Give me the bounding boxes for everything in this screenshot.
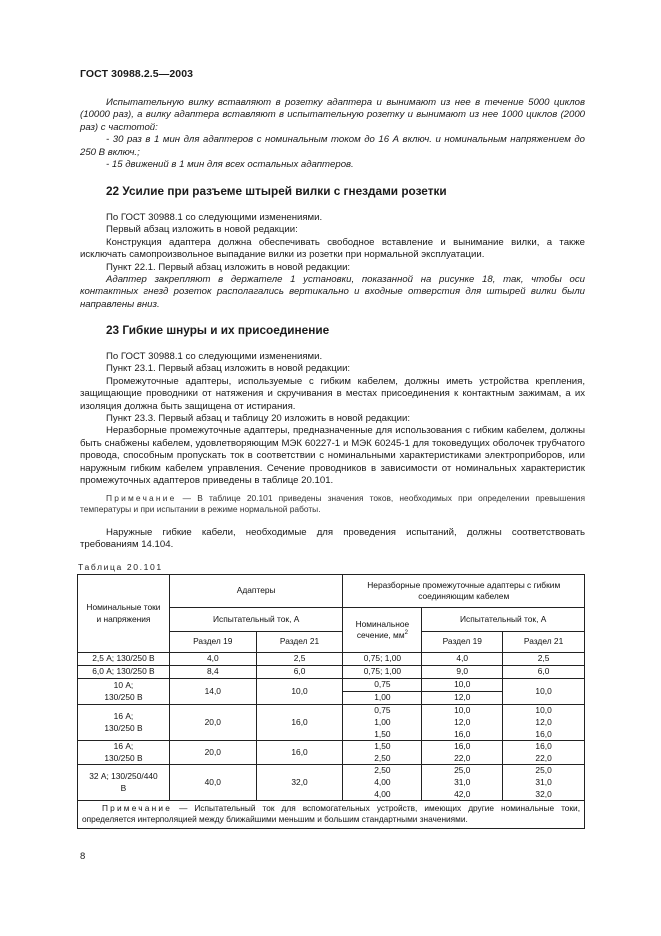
table-row: 1,50 16,0 16,0 <box>78 729 585 741</box>
header-clause-21: Раздел 21 <box>256 632 343 653</box>
header-clause-21: Раздел 21 <box>503 632 585 653</box>
header-clause-19: Раздел 19 <box>422 632 503 653</box>
table-row: 32 А; 130/250/440 В 40,0 32,0 2,50 25,0 25,0 <box>78 765 585 777</box>
header-test-current: Испытательный ток, А <box>169 608 343 632</box>
paragraph: По ГОСТ 30988.1 со следующими изменениями. <box>106 212 323 223</box>
table-row: 2,5 А; 130/250 В 4,0 2,5 0,75; 1,00 4,0 2,5 <box>78 653 585 666</box>
table-row: 4,00 42,0 32,0 <box>78 789 585 801</box>
header-adapters: Адаптеры <box>169 575 343 608</box>
section-23-title: 23 Гибкие шнуры и их присоединение <box>106 323 330 337</box>
table-row: 1,00 12,0 <box>78 692 585 705</box>
data-table <box>77 574 585 829</box>
paragraph: Конструкция адаптера должна обеспечивать свободное вставление и вынимание вилки, а также исключать самопроизвольное выпадание вилки из розетки при нормальной эксплуатации. <box>80 236 585 261</box>
paragraph: Пункт 23.1. Первый абзац изложить в новой редакции: <box>106 363 351 375</box>
paragraph: Пункт 22.1. Первый абзац изложить в новой редакции: <box>106 261 351 273</box>
table-caption: Таблица 20.101 <box>78 562 163 572</box>
section-22-title: 22 Усилие при разъеме штырей вилки с гнездами розетки <box>106 184 447 198</box>
table-row: 16 А; 130/250 В 20,0 16,0 0,75 10,0 10,0 <box>78 705 585 717</box>
table-row: 10 А; 130/250 В 14,0 10,0 0,75 10,0 10,0 <box>78 679 585 692</box>
note-text: — В таблице 20.101 приведены значения токов, необходимых при определении превышения температуры и при испытании в режиме нормальной работы. <box>80 493 585 514</box>
paragraph: Неразборные промежуточные адаптеры, предназначенные для использования с гибким кабелем, должны быть снабжены кабелем, удовлетворяющим МЭК 60227-1 и МЭК 60245-1 для токоведущих оболочек трубчатого провода, способным пропускать ток в соответствии с номинальными характеристиками электроприборов, или наружным гибким кабелем управления. Сечение проводников в зависимости от номинальных характеристик промежуточных адаптеров приведены в таблице 20.101. <box>80 425 585 487</box>
header-nonrewirable: Неразборные промежуточные адаптеры с гибким соединяющим кабелем <box>343 575 585 608</box>
table-row: 6,0 А; 130/250 В 8,4 6,0 0,75; 1,00 9,0 6,0 <box>78 666 585 679</box>
table-row: 16 А; 130/250 В 20,0 16,0 1,50 16,0 16,0 <box>78 741 585 753</box>
intro-section <box>80 97 585 171</box>
section-23-body <box>80 351 585 487</box>
table-row: 1,00 12,0 12,0 <box>78 717 585 729</box>
section-22-body <box>80 212 585 311</box>
document-header: ГОСТ 30988.2.5—2003 <box>80 68 194 80</box>
table-note: Примечание — Испытательный ток для вспомогательных устройств, имеющих другие номинальные токи, определяется интерполяцией между ближайшими меньшим и большим стандартными значениями. <box>78 801 585 829</box>
intro-paragraph: Испытательную вилку вставляют в розетку адаптера и вынимают из нее в течение 5000 циклов (10000 раз), а вилку адаптера вставляют в испытательную розетку и вынимают из нее 1000 циклов (2000 раз) с частотой: <box>80 97 585 133</box>
note-label: Примечание <box>106 493 177 503</box>
paragraph: По ГОСТ 30988.1 со следующими изменениями. <box>106 351 323 362</box>
table-header-row <box>78 575 585 608</box>
table-note-row <box>78 801 585 829</box>
header-test-current: Испытательный ток, А <box>422 608 585 632</box>
intro-list-item: - 15 движений в 1 мин для всех остальных адаптеров. <box>106 159 354 171</box>
header-clause-19: Раздел 19 <box>169 632 256 653</box>
paragraph: Пункт 23.3. Первый абзац и таблицу 20 изложить в новой редакции: <box>106 413 411 425</box>
paragraph: Наружные гибкие кабели, необходимые для проведения испытаний, должны соответствовать требованиям 14.104. <box>80 527 585 551</box>
paragraph: Промежуточные адаптеры, используемые с гибким кабелем, должны иметь устройства крепления, защищающие проводники от натяжения и скручивания в местах присоединения к контактным зажимам, а их изоляция должна быть защищена от истирания. <box>80 375 585 412</box>
paragraph: Адаптер закрепляют в держателе 1 установки, показанной на рисунке 18, так, чтобы оси контактных гнезд розеток располагались вертикально и входные отверстия для штырей вилки были направлены вниз. <box>80 274 585 310</box>
page-number: 8 <box>80 851 86 862</box>
paragraph: Первый абзац изложить в новой редакции: <box>106 224 298 236</box>
intro-list-item: - 30 раз в 1 мин для адаптеров с номинальным током до 16 А включ. и номинальным напряжением до 250 В включ.; <box>80 134 585 158</box>
table-row: 4,00 31,0 31,0 <box>78 777 585 789</box>
section-23-note <box>80 493 585 515</box>
header-section: Номинальное сечение, $мм^2$ <box>343 608 422 653</box>
table-row: 2,50 22,0 22,0 <box>78 753 585 765</box>
header-ratings: Номинальные токи и напряжения <box>78 575 170 653</box>
section-23-body-2 <box>80 527 585 552</box>
